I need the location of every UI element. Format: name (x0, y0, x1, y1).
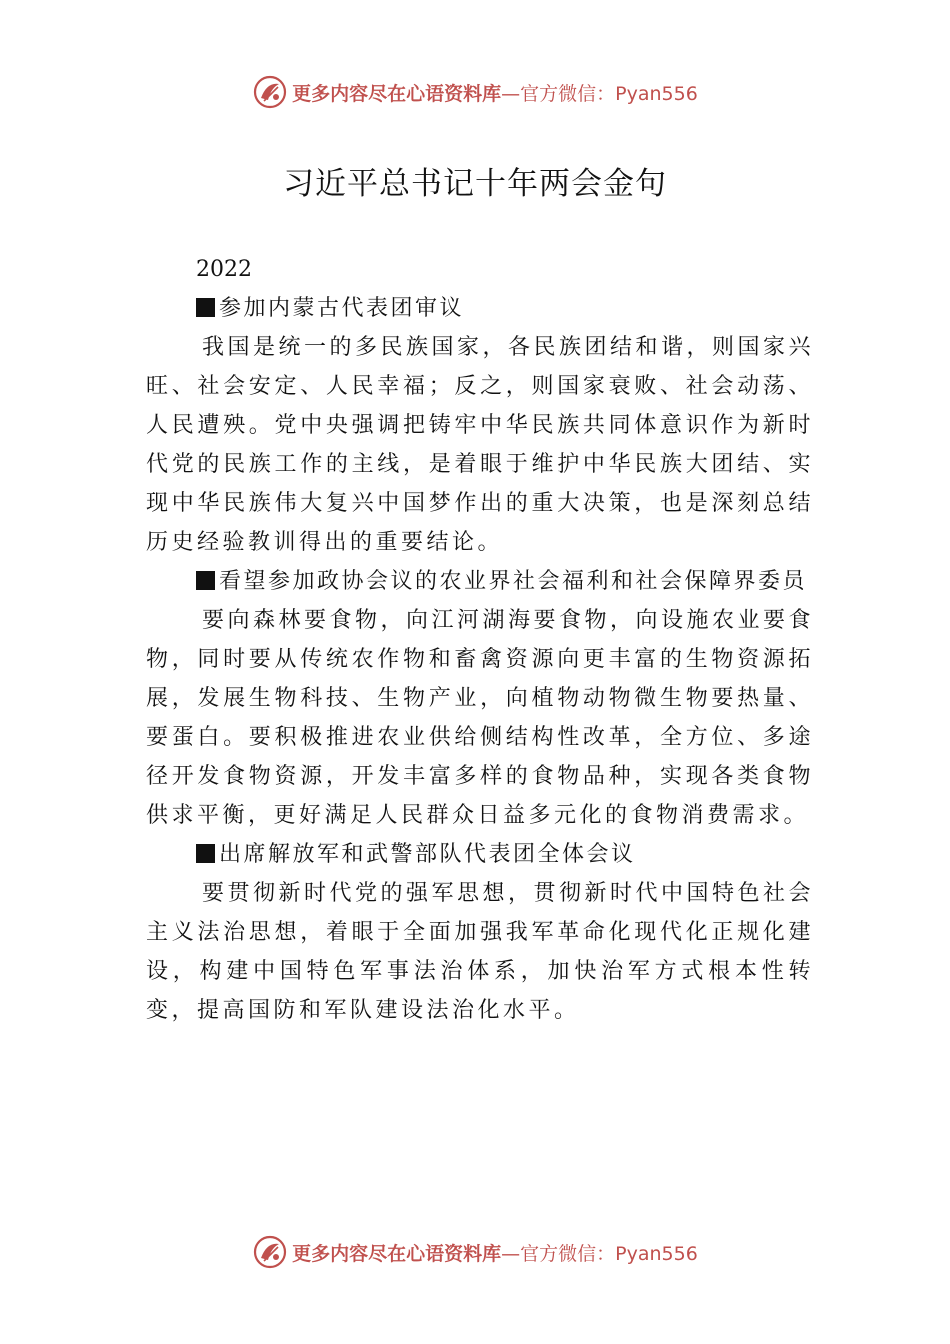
section-heading: 看望参加政协会议的农业界社会福利和社会保障界委员 (146, 562, 814, 601)
section-paragraph: 我国是统一的多民族国家，各民族团结和谐，则国家兴旺、社会安定、人民幸福；反之，则国家衰败、社会动荡、 人民遭殃。党中央强调把铸牢中华民族共同体意识作为新时代党的民族工作的主线，是着眼于维护中华民族大团结、实现中华民族伟大复兴中国梦作出的重大决策，也是深刻总结历史经验教训得出的重要结论。 (146, 335, 815, 555)
black-square-icon (196, 571, 215, 590)
section-paragraph: 要向森林要食物，向江河湖海要食物，向设施农业要食物，同时要从传统农作物和畜禽资源向更丰富的生物资源拓展，发展生物科技、生物产业，向植物动物微生物要热量、 要蛋白。要积极推进农业供给侧结构性改革，全方位、多途径开发食物资源，开发丰富多样的食物品种，实现各类食物供求平衡，更好满足人民群众日益多元化的食物消费需求。 (146, 608, 815, 828)
footer-banner (0, 1232, 950, 1272)
header-banner (0, 72, 950, 112)
black-square-icon (196, 844, 215, 863)
header-banner-text: 更多内容尽在心语资料库—官方微信：Pyan556 (292, 82, 698, 105)
document-title: 习近平总书记十年两会金句 (283, 166, 667, 202)
section-paragraph: 要贯彻新时代党的强军思想，贯彻新时代中国特色社会主义法治思想，着眼于全面加强我军革命化现代化正规化建设，构建中国特色军事法治体系，加快治军方式根本性转变，提高国防和军队建设法治化水平。 (146, 881, 815, 1023)
section-heading: 出席解放军和武警部队代表团全体会议 (146, 835, 814, 874)
footer-banner-text: 更多内容尽在心语资料库—官方微信：Pyan556 (292, 1242, 698, 1265)
black-square-icon (196, 298, 215, 317)
library-logo-icon (252, 1234, 288, 1270)
document-body (146, 250, 814, 1030)
section-heading: 参加内蒙古代表团审议 (146, 289, 814, 328)
year-label: 2022 (196, 257, 252, 282)
library-logo-icon (252, 74, 288, 110)
